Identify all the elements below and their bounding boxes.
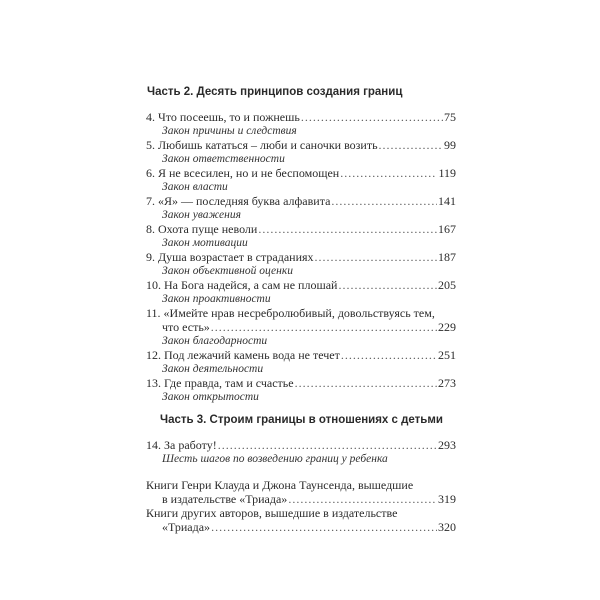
toc-entry-11 [162,320,456,334]
leader-dots [288,492,437,506]
entry-title: 6. Я не всесилен, но и не беспомощен [146,166,340,180]
law-subtitle: Закон причины и следствия [162,125,297,137]
law-subtitle: Закон объективной оценки [162,265,293,277]
leader-dots [211,320,437,334]
entry-title: 13. Где правда, там и счастье [146,376,294,390]
appendix-1-line1: Книги Генри Клауда и Джона Таунсенда, вышедшие [146,478,414,492]
law-subtitle: Закон деятельности [162,363,264,375]
entry-title: 9. Душа возрастает в страданиях [146,250,314,264]
leader-dots [218,438,437,452]
entry-page: 293 [438,438,456,452]
entry-title: 8. Охота пуще неволи [146,222,258,236]
leader-dots [211,520,437,534]
entry-page: 75 [444,110,456,124]
entry-page: 273 [438,376,456,390]
entry-title: 14. За работу! [146,438,217,452]
toc-entry-8 [146,222,456,236]
entry-page: 320 [438,520,456,534]
leader-dots [379,138,443,152]
entry-page: 229 [438,320,456,334]
entry-title: 12. Под лежачий камень вода не течет [146,348,340,362]
leader-dots [338,278,437,292]
toc-entry-12 [146,348,456,362]
appendix-1 [162,492,456,506]
entry-page: 167 [438,222,456,236]
law-subtitle: Закон благодарности [162,335,268,347]
law-subtitle: Закон уважения [162,209,241,221]
entry-page: 187 [438,250,456,264]
leader-dots [340,166,437,180]
entry-page: 99 [444,138,456,152]
appendix-2 [162,520,456,534]
entry-page: 319 [438,492,456,506]
appendix-2-line1: Книги других авторов, вышедшие в издательстве [146,506,398,520]
entry-page: 119 [438,166,456,180]
leader-dots [315,250,437,264]
toc-entry-11-line1: 11. «Имейте нрав несребролюбивый, довольствуясь тем, [146,306,435,320]
leader-dots [341,348,437,362]
leader-dots [301,110,443,124]
entry-title: 10. На Бога надейся, а сам не плошай [146,278,338,292]
entry-title: 5. Любишь кататься – люби и саночки возить [146,138,378,152]
law-subtitle: Закон мотивации [162,237,248,249]
leader-dots [295,376,437,390]
toc-entry-13 [146,376,456,390]
toc-entry-10 [146,278,456,292]
toc-entry-6 [146,166,456,180]
law-subtitle: Шесть шагов по возведению границ у ребенка [162,453,388,465]
entry-title: 7. «Я» — последняя буква алфавита [146,194,331,208]
law-subtitle: Закон открытости [162,391,259,403]
law-subtitle: Закон ответственности [162,153,285,165]
entry-page: 141 [438,194,456,208]
law-subtitle: Закон власти [162,181,228,193]
part2-heading: Часть 2. Десять принципов создания границ [147,86,403,98]
entry-title: что есть» [162,320,210,334]
toc-entry-5 [146,138,456,152]
entry-title: «Триада» [162,520,211,534]
entry-title: 4. Что посеешь, то и пожнешь [146,110,300,124]
entry-page: 251 [438,348,456,362]
leader-dots [331,194,437,208]
entry-page: 205 [438,278,456,292]
law-subtitle: Закон проактивности [162,293,271,305]
toc-entry-7 [146,194,456,208]
leader-dots [258,222,437,236]
toc-entry-9 [146,250,456,264]
toc-entry-4 [146,110,456,124]
entry-title: в издательстве «Триада» [162,492,288,506]
part3-heading: Часть 3. Строим границы в отношениях с детьми [160,414,443,426]
toc-entry-14 [146,438,456,452]
